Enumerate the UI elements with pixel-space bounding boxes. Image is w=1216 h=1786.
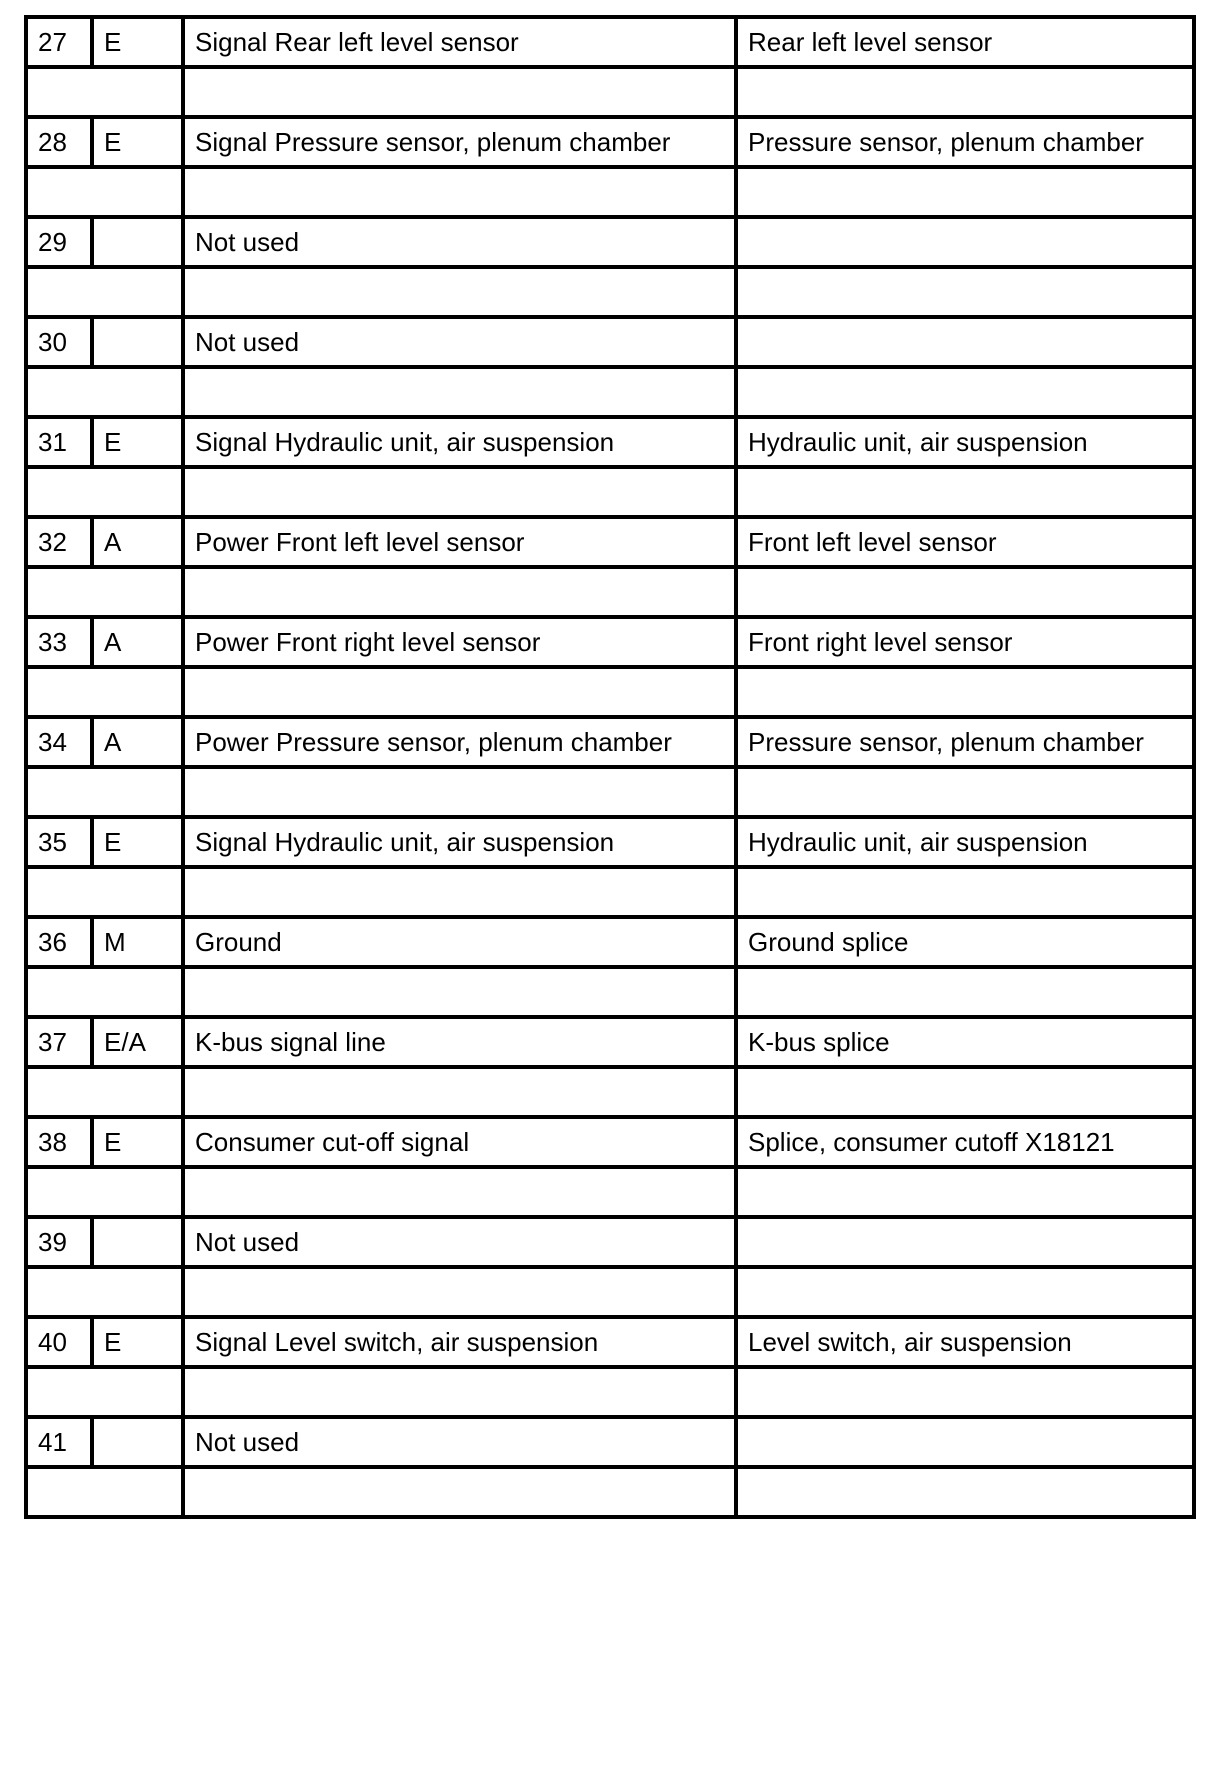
spacer-cell bbox=[26, 1067, 183, 1117]
table-row bbox=[26, 317, 1194, 367]
description-cell: Signal Hydraulic unit, air suspension bbox=[183, 817, 736, 867]
pin-number-cell: 30 bbox=[26, 317, 92, 367]
pin-assignment-table bbox=[24, 15, 1196, 1519]
signal-type-cell: E bbox=[92, 817, 183, 867]
spacer-row bbox=[26, 767, 1194, 817]
spacer-row bbox=[26, 467, 1194, 517]
spacer-cell bbox=[736, 267, 1194, 317]
signal-type-cell bbox=[92, 1417, 183, 1467]
spacer-cell bbox=[26, 167, 183, 217]
component-cell bbox=[736, 1217, 1194, 1267]
description-cell: Ground bbox=[183, 917, 736, 967]
signal-type-cell: E bbox=[92, 17, 183, 67]
spacer-cell bbox=[736, 567, 1194, 617]
pin-number-cell: 37 bbox=[26, 1017, 92, 1067]
spacer-row bbox=[26, 867, 1194, 917]
component-cell: Pressure sensor, plenum chamber bbox=[736, 717, 1194, 767]
spacer-row bbox=[26, 1467, 1194, 1517]
component-cell: Level switch, air suspension bbox=[736, 1317, 1194, 1367]
spacer-row bbox=[26, 1267, 1194, 1317]
spacer-cell bbox=[26, 367, 183, 417]
pin-number-cell: 32 bbox=[26, 517, 92, 567]
spacer-cell bbox=[183, 1067, 736, 1117]
signal-type-cell: E bbox=[92, 117, 183, 167]
spacer-cell bbox=[26, 467, 183, 517]
spacer-cell bbox=[26, 867, 183, 917]
table-row bbox=[26, 617, 1194, 667]
spacer-cell bbox=[183, 1467, 736, 1517]
component-cell: Front right level sensor bbox=[736, 617, 1194, 667]
pin-number-cell: 29 bbox=[26, 217, 92, 267]
component-cell: K-bus splice bbox=[736, 1017, 1194, 1067]
signal-type-cell: A bbox=[92, 617, 183, 667]
signal-type-cell: M bbox=[92, 917, 183, 967]
signal-type-cell bbox=[92, 217, 183, 267]
component-cell bbox=[736, 217, 1194, 267]
description-cell: Not used bbox=[183, 1217, 736, 1267]
signal-type-cell: A bbox=[92, 717, 183, 767]
description-cell: Consumer cut-off signal bbox=[183, 1117, 736, 1167]
spacer-cell bbox=[736, 167, 1194, 217]
pin-number-cell: 39 bbox=[26, 1217, 92, 1267]
spacer-cell bbox=[736, 1167, 1194, 1217]
spacer-cell bbox=[736, 967, 1194, 1017]
table-row bbox=[26, 1117, 1194, 1167]
signal-type-cell bbox=[92, 317, 183, 367]
description-cell: Signal Rear left level sensor bbox=[183, 17, 736, 67]
component-cell: Rear left level sensor bbox=[736, 17, 1194, 67]
component-cell: Hydraulic unit, air suspension bbox=[736, 417, 1194, 467]
pin-number-cell: 36 bbox=[26, 917, 92, 967]
spacer-cell bbox=[183, 1367, 736, 1417]
pin-number-cell: 41 bbox=[26, 1417, 92, 1467]
spacer-row bbox=[26, 67, 1194, 117]
table-row bbox=[26, 917, 1194, 967]
pin-number-cell: 35 bbox=[26, 817, 92, 867]
component-cell: Ground splice bbox=[736, 917, 1194, 967]
spacer-cell bbox=[736, 667, 1194, 717]
pin-table-body bbox=[26, 17, 1194, 1517]
signal-type-cell bbox=[92, 1217, 183, 1267]
signal-type-cell: A bbox=[92, 517, 183, 567]
spacer-cell bbox=[26, 967, 183, 1017]
table-row bbox=[26, 1417, 1194, 1467]
table-row bbox=[26, 17, 1194, 67]
component-cell bbox=[736, 1417, 1194, 1467]
spacer-cell bbox=[183, 367, 736, 417]
spacer-cell bbox=[183, 867, 736, 917]
pin-number-cell: 38 bbox=[26, 1117, 92, 1167]
description-cell: K-bus signal line bbox=[183, 1017, 736, 1067]
component-cell bbox=[736, 317, 1194, 367]
spacer-cell bbox=[26, 1267, 183, 1317]
spacer-cell bbox=[26, 267, 183, 317]
signal-type-cell: E/A bbox=[92, 1017, 183, 1067]
spacer-cell bbox=[183, 567, 736, 617]
table-row bbox=[26, 217, 1194, 267]
signal-type-cell: E bbox=[92, 417, 183, 467]
component-cell: Hydraulic unit, air suspension bbox=[736, 817, 1194, 867]
spacer-cell bbox=[26, 1467, 183, 1517]
spacer-row bbox=[26, 367, 1194, 417]
spacer-cell bbox=[183, 967, 736, 1017]
description-cell: Not used bbox=[183, 217, 736, 267]
spacer-cell bbox=[26, 567, 183, 617]
spacer-cell bbox=[736, 767, 1194, 817]
description-cell: Power Front left level sensor bbox=[183, 517, 736, 567]
spacer-cell bbox=[26, 667, 183, 717]
spacer-cell bbox=[736, 467, 1194, 517]
spacer-cell bbox=[183, 1167, 736, 1217]
pin-number-cell: 27 bbox=[26, 17, 92, 67]
signal-type-cell: E bbox=[92, 1117, 183, 1167]
pin-number-cell: 33 bbox=[26, 617, 92, 667]
pin-number-cell: 28 bbox=[26, 117, 92, 167]
spacer-cell bbox=[736, 1067, 1194, 1117]
component-cell: Front left level sensor bbox=[736, 517, 1194, 567]
spacer-row bbox=[26, 1367, 1194, 1417]
spacer-cell bbox=[736, 1467, 1194, 1517]
pin-number-cell: 31 bbox=[26, 417, 92, 467]
spacer-cell bbox=[736, 367, 1194, 417]
description-cell: Signal Pressure sensor, plenum chamber bbox=[183, 117, 736, 167]
signal-type-cell: E bbox=[92, 1317, 183, 1367]
spacer-cell bbox=[736, 867, 1194, 917]
table-row bbox=[26, 1317, 1194, 1367]
component-cell: Splice, consumer cutoff X18121 bbox=[736, 1117, 1194, 1167]
spacer-cell bbox=[736, 1367, 1194, 1417]
table-row bbox=[26, 817, 1194, 867]
spacer-row bbox=[26, 667, 1194, 717]
spacer-cell bbox=[183, 467, 736, 517]
spacer-row bbox=[26, 967, 1194, 1017]
spacer-cell bbox=[183, 767, 736, 817]
description-cell: Signal Hydraulic unit, air suspension bbox=[183, 417, 736, 467]
spacer-row bbox=[26, 167, 1194, 217]
spacer-cell bbox=[26, 67, 183, 117]
spacer-row bbox=[26, 567, 1194, 617]
spacer-cell bbox=[736, 1267, 1194, 1317]
spacer-row bbox=[26, 267, 1194, 317]
table-row bbox=[26, 1217, 1194, 1267]
spacer-cell bbox=[26, 1167, 183, 1217]
description-cell: Power Front right level sensor bbox=[183, 617, 736, 667]
table-row bbox=[26, 417, 1194, 467]
description-cell: Not used bbox=[183, 1417, 736, 1467]
spacer-cell bbox=[183, 167, 736, 217]
spacer-row bbox=[26, 1167, 1194, 1217]
pin-number-cell: 34 bbox=[26, 717, 92, 767]
spacer-cell bbox=[183, 267, 736, 317]
table-row bbox=[26, 517, 1194, 567]
spacer-cell bbox=[26, 1367, 183, 1417]
table-row bbox=[26, 717, 1194, 767]
description-cell: Not used bbox=[183, 317, 736, 367]
spacer-cell bbox=[183, 1267, 736, 1317]
spacer-row bbox=[26, 1067, 1194, 1117]
spacer-cell bbox=[183, 667, 736, 717]
spacer-cell bbox=[736, 67, 1194, 117]
component-cell: Pressure sensor, plenum chamber bbox=[736, 117, 1194, 167]
spacer-cell bbox=[183, 67, 736, 117]
spacer-cell bbox=[26, 767, 183, 817]
pin-number-cell: 40 bbox=[26, 1317, 92, 1367]
description-cell: Signal Level switch, air suspension bbox=[183, 1317, 736, 1367]
table-row bbox=[26, 1017, 1194, 1067]
table-row bbox=[26, 117, 1194, 167]
description-cell: Power Pressure sensor, plenum chamber bbox=[183, 717, 736, 767]
